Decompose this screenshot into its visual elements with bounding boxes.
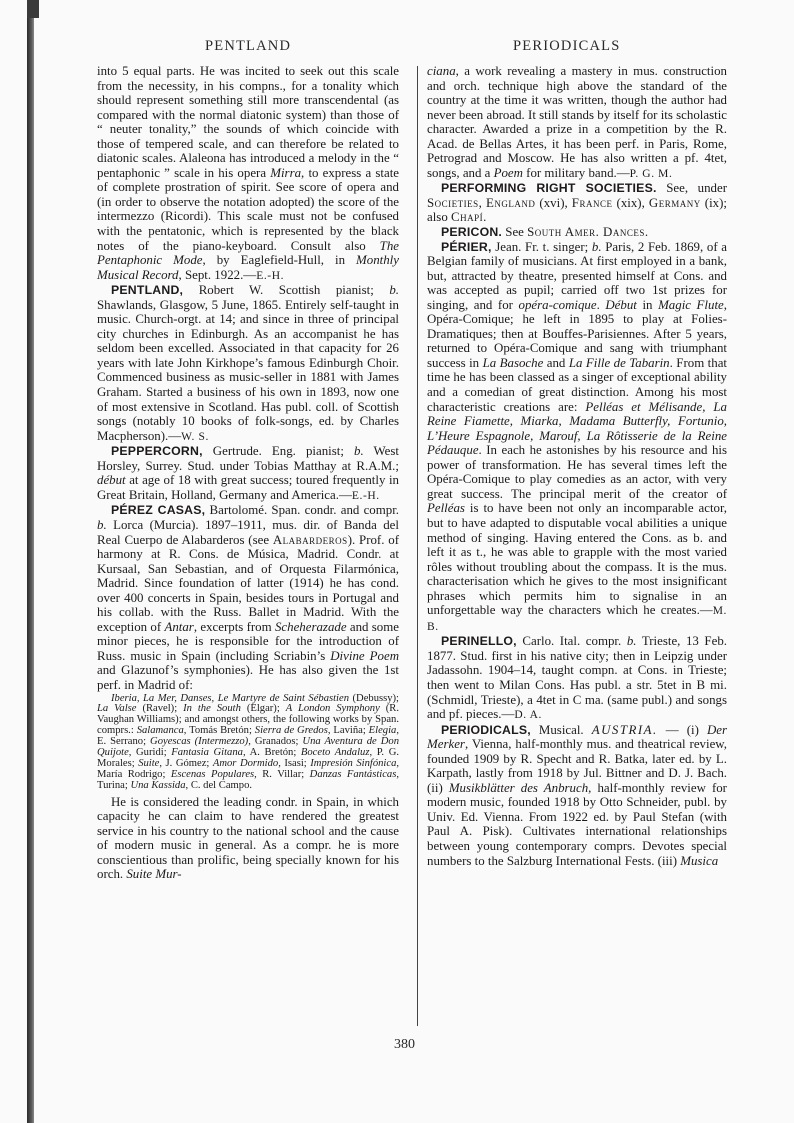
cross-reference: South Amer. Dances — [527, 225, 645, 240]
author-signature: P. G. M. — [629, 167, 673, 180]
author-signature: D. A. — [514, 709, 542, 722]
entry-perinello: PERINELLO, Carlo. Ital. compr. b. Trieste, 13 Feb. 1877. Stud. first in his native city; then in Leipzig under Jadassohn. 1904–14, taught compn. at Cons. in Trieste; then went to Milan Cons. Has publ. a str. 5tet in B mi. (Schmidl, Trieste), a 4tet in C ma. (same publ.) and songs and pf. pieces.—D. A. — [427, 634, 727, 722]
cross-reference: France — [571, 195, 613, 210]
author-signature: M. B. — [427, 605, 727, 633]
headword: PÉRIER, — [441, 239, 492, 254]
author-signature: E.-H. — [351, 489, 380, 502]
author-signature: E.-H. — [256, 269, 285, 282]
headword: PÉREZ CASAS, — [111, 503, 206, 518]
right-column — [427, 64, 727, 868]
entry-peppercorn: PEPPERCORN, Gertrude. Eng. pianist; b. West Horsley, Surrey. Stud. under Tobias Matthay at R.A.M.; début at age of 18 with great success; toured frequently in Great Britain, Holland, Germany and America.—E.-H. — [97, 444, 399, 502]
cross-reference: England — [485, 195, 536, 210]
entry-pericon: PERICON. See South Amer. Dances. — [441, 225, 649, 240]
entry-perez-casas-end: ciana, a work revealing a mastery in mus. construction and orch. technique high above the standard of the country at the time it was written, though the author had never been abroad. It still stands by itself for its scholastic character. Awarded a prize in a competition by the R. Acad. de Bellas Artes, it has been perf. in Paris, Rome, Petrograd and Moscow. He has also written a pf. 4tet, songs, and a Poem for military band.—P. G. M. — [427, 64, 727, 180]
works-list: Iberia, La Mer, Danses, Le Martyre de Saint Sébastien (Debussy); La Valse (Ravel); In the South (Elgar); A London Symphony (R. Vaughan Williams); and amongst others, the following works by Span. comprs.: Salamanca, Tomás Bretón; Sierra de Gredos, Laviña; Elegia, E. Serrano; Goyescas (Intermezzo), Granados; Una Aventura de Don Quijote, Guridi; Fantasia Gitana, A. Bretón; Boceto Andaluz, P. G. Morales; Suite, J. Gómez; Amor Dormido, Isasi; Impresión Sinfónica, María Rodrigo; Escenas Populares, R. Villar; Danzas Fantásticas, Turina; Una Kassida, C. del Campo. — [97, 692, 400, 791]
left-column — [97, 64, 399, 882]
headword: PERFORMING RIGHT SOCIETIES. — [441, 181, 657, 196]
entry-pentland: PENTLAND, Robert W. Scottish pianist; b. Shawlands, Glasgow, 5 June, 1865. Entirely self-taught in music. Church-orgt. at 14; and since in three of principal city churches in Edinburgh. As an accompanist he has seldom been excelled. Associated in that capacity for 26 years with late John Kirkhope’s famous Edinburgh Choir. Commenced business as music-seller in 1881 with James Graham. Started a business of his own in 1893, now one of most extensive in Scotland. Has publ. coll. of Scottish songs (notably 10 books of folk-songs, ed. by Charles Macpherson).—W. S. — [97, 283, 399, 443]
cross-reference: Societies — [427, 195, 479, 210]
entry-periodicals: PERIODICALS, Musical. AUSTRIA. — (i) Der Merker, Vienna, half-monthly mus. and theatrical review, founded 1909 by R. Specht and R. Batka, later ed. by L. Karpath, lastly from 1918 by Jul. Bittner and D. J. Bach. (ii) Musikblätter des Anbruch, half-monthly review for modern music, founded 1918 by Otto Schneider, publ. by Univ. Ed. Vienna. From 1922 ed. by Paul Stefan (with Paul A. Pisk). Cultivates international relationships between young contemporary comprs. Devotes special numbers to the Salzburg International Fests. (iii) Musica — [427, 722, 728, 868]
cross-reference: Alabarderos — [272, 532, 348, 547]
entry-performing-right-societies: PERFORMING RIGHT SOCIETIES. See, under Societies, England (xvi), France (xix), Germany (ix); also Chapí. — [427, 181, 727, 225]
entry-pentaphonic-continuation: into 5 equal parts. He was incited to seek out this scale from the necessity, in his compns., for a tonality which should represent something still more transcendental (as compared with the normal diatonic system) than those of “ neuter tonality,” the sounds of which coincide with those of tempered scale, and can therefore be related to diatonic scales. Alaleona has introduced a melody in the “ pentaphonic ” scale in his opera Mirra, to express a state of complete prostration of spirit. See score of opera and (in order to observe the notation adopted) the score of the intermezzo (Ricordi). This scale must not be confused with the pentatonic, which is represented by the black notes of the piano-keyboard. Consult also The Pentaphonic Mode, by Eaglefield-Hull, in Monthly Musical Record, Sept. 1922.—E.-H. — [97, 64, 399, 282]
headword: PERIODICALS, — [441, 722, 531, 737]
running-head-right: PERIODICALS — [513, 38, 621, 54]
headword: PERICON. — [441, 225, 503, 240]
entry-perez-casas: PÉREZ CASAS, Bartolomé. Span. condr. and compr. b. Lorca (Murcia). 1897–1911, mus. dir. of Banda del Real Cuerpo de Alabarderos (see Alabarderos). Prof. of harmony at R. Cons. de Música, Madrid. Condr. at Kursaal, San Sebastian, and of Orquesta Filarmónica, Madrid. Since foundation of latter (1914) he has cond. over 400 concerts in Spain, besides tours in Portugal and his collab. with the Russ. Ballet in Madrid. With the exception of Antar, excerpts from Scheherazade and some minor pieces, he is responsible for the introduction of Russ. music in Spain (including Scriabin’s Divine Poem and Glazunof’s symphonies). He has also given the 1st perf. in Madrid of: — [97, 503, 400, 692]
page-number: 380 — [394, 1037, 415, 1052]
entry-perez-casas-continued: He is considered the leading condr. in Spain, in which capacity he can claim to have rendered the greatest service in his country to the national school and the cause of modern music in general. As a compr. he is more conscientious than prolific, being specially known for his orch. Suite Mur- — [97, 794, 399, 882]
running-head-left: PENTLAND — [205, 38, 292, 54]
headword: PENTLAND, — [111, 283, 184, 298]
headword: PEPPERCORN, — [111, 444, 203, 459]
entry-perier: PÉRIER, Jean. Fr. t. singer; b. Paris, 2 Feb. 1869, of a Belgian family of musicians. At first employed in a bank, but, attracted by theatre, presented himself at Cons. and was accepted as pupil; carried off two 1st prizes for singing, and for opéra-comique. Début in Magic Flute, Opéra-Comique; he left in 1895 to play at Folies-Dramatiques; then at Bouffes-Parisiennes. After 5 years, returned to Opéra-Comique and sang with triumphant success in La Basoche and La Fille de Tabarin. From that time he has been classed as a singer of exceptional ability and a comedian of great distinction. Among his most characteristic creations are: Pelléas et Mélisande, La Reine Fiamette, Miarka, Madama Butterfly, Fortunio, L’Heure Espagnole, Marouf, La Rôtisserie de la Reine Pédauque. In each he astonishes by his resource and his power of transformation. He has several times left the Opéra-Comique to play comedies as an actor, with very great success. The principal merit of the creator of Pelléas is to have been not only an incomparable actor, but to have adapted to disputable vocal abilities a unique method of singing. Having entered the Cons. as b. and left it as t., he was able to grapple with the most varied rôles without troubling about the compass. It is the mus. characterisation which he gives to the most insignificant phrases which permits him to signalise in an unforgettable way the characters which he creates.—M. B. — [427, 239, 728, 633]
page-binding-corner — [27, 0, 39, 18]
column-divider — [417, 66, 418, 1026]
cross-reference: Chapí — [451, 210, 484, 225]
headword: PERINELLO, — [441, 634, 517, 649]
author-signature: W. S. — [181, 430, 209, 443]
cross-reference: Germany — [648, 195, 701, 210]
page-binding-edge — [27, 0, 34, 1123]
